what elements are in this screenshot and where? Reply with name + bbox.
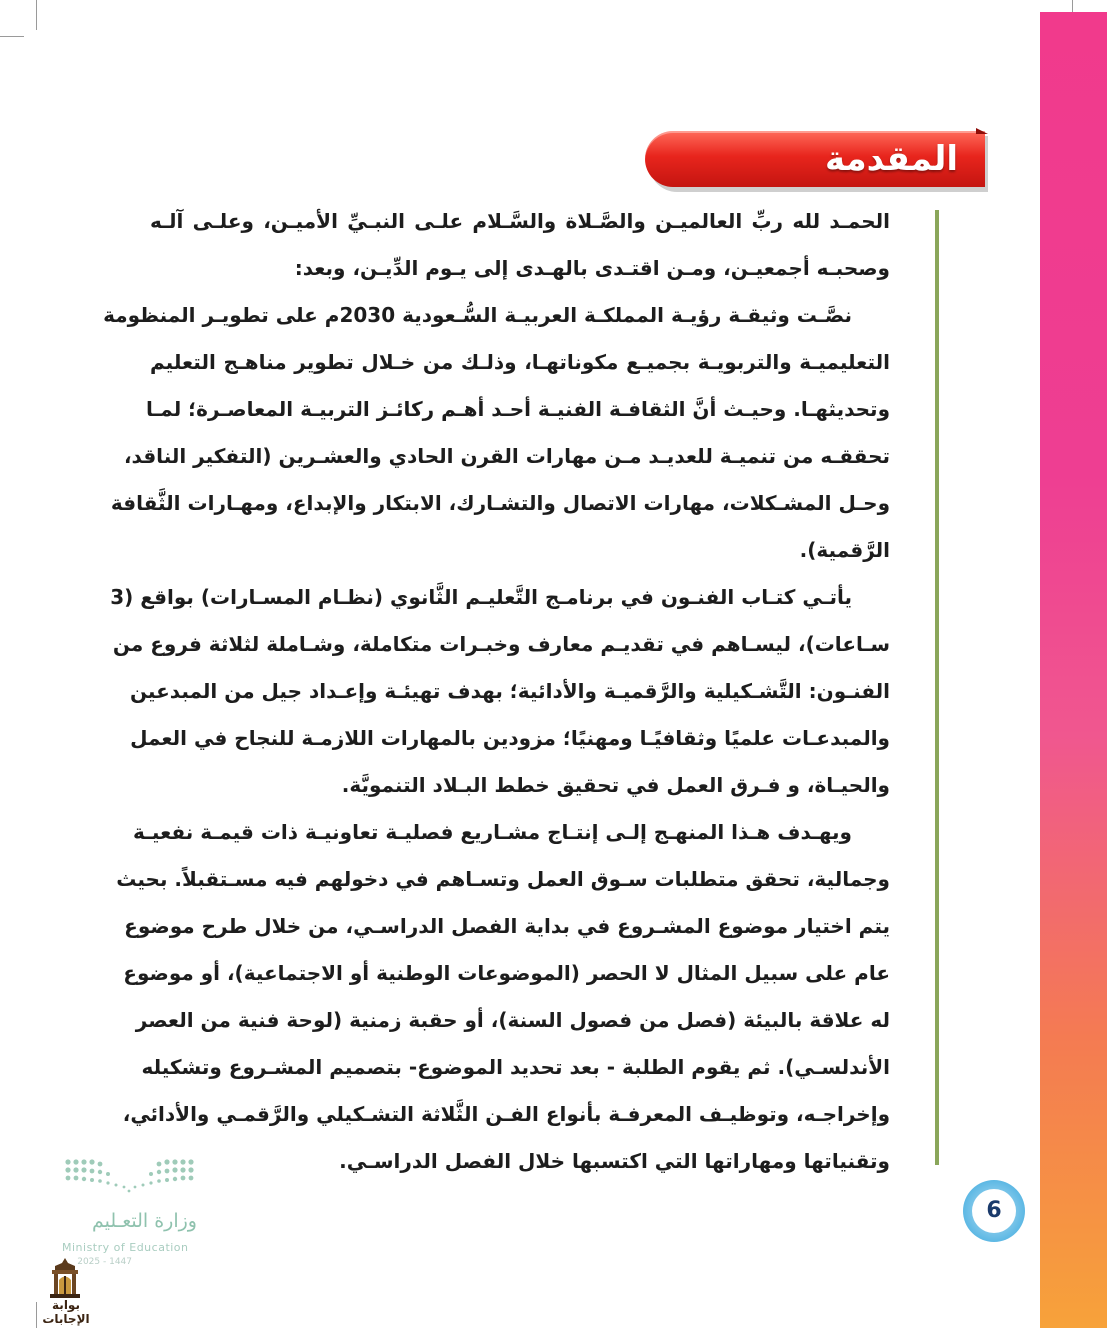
text-line: يتم اختيار موضوع المشـروع في بداية الفصل الدراسـي، من خلال طرح موضوع — [124, 914, 890, 938]
ribbon-fold — [976, 128, 988, 134]
text-line: الرَّقمية). — [799, 538, 890, 562]
crop-mark — [36, 0, 37, 30]
text-line: الأندلسـي). ثم يقوم الطلبة - بعد تحديد الموضوع- بتصميم المشـروع وتشكيله — [141, 1055, 890, 1079]
text-line: وحـل المشـكلات، مهارات الاتصال والتشـارك، الابتكار والإبداع، ومهـارات الثَّقافة — [110, 491, 890, 515]
side-color-strip — [1040, 12, 1107, 1328]
text-line: والحيـاة، و فـرق العمل في تحقيق خطط البـلاد التنمويَّة. — [341, 773, 890, 797]
text-line: عام على سبيل المثال لا الحصر (الموضوعات الوطنية أو الاجتماعية)، أو موضوع — [123, 961, 890, 985]
text-line: سـاعات)، ليسـاهم في تقديـم معارف وخبـرات متكاملة، وشـاملة لثلاثة فروع من — [112, 632, 890, 656]
text-line: الفنـون: التَّشـكيلية والرَّقميـة والأدائية؛ بهدف تهيئـة وإعـداد جيل من المبدعين — [129, 679, 890, 703]
text-line: والمبدعـات علميًا وثقافيًـا ومهنيًا؛ مزودين بالمهارات اللازمـة للنجاح في العمل — [130, 726, 890, 750]
text-line: ويهـدف هـذا المنهـج إلـى إنتـاج مشـاريع فصليـة تعاونيـة ذات قيمـة نفعيـة — [132, 820, 852, 844]
text-line: له علاقة بالبيئة (فصل من فصول السنة)، أو حقبة زمنية (لوحة فنية من العصر — [135, 1008, 890, 1032]
text-line: التعليميـة والتربويـة بجميـع مكوناتهـا، وذلـك من خـلال تطوير مناهـج التعليم — [150, 350, 890, 374]
crop-mark — [0, 36, 24, 37]
text-line: وإخراجـه، وتوظيـف المعرفـة بأنواع الفـن الثَّلاثة التشـكيلي والرَّقمـي والأدائي، — [122, 1102, 890, 1126]
watermark-text: بوابة الإجابات — [42, 1298, 90, 1326]
page-title: المقدمة — [825, 139, 958, 179]
page-number: 6 — [972, 1189, 1016, 1233]
text-line: يأتـي كتـاب الفنـون في برنامـج التَّعليـم الثَّانوي (نظـام المسـارات) بواقع (3 — [110, 585, 852, 609]
ministry-logo-icon — [62, 1156, 197, 1196]
text-line: نصَّـت وثيقـة رؤيـة المملكـة العربيـة السُّـعودية 2030م على تطويـر المنظومة — [103, 303, 852, 327]
text-line: تحققـه من تنميـة للعديـد مـن مهارات القرن الحادي والعشـرين (التفكير الناقد، — [123, 444, 890, 468]
watermark-logo-icon — [44, 1256, 86, 1300]
text-line: الحمـد لله ربِّ العالميـن والصَّـلاة والسَّـلام علـى النبـيِّ الأميـن، وعلـى آلـه — [150, 209, 890, 233]
title-ribbon — [645, 128, 988, 192]
text-line: وتحديثهـا. وحيـث أنَّ الثقافـة الفنيـة أحـد أهـم ركائـز التربيـة المعاصـرة؛ لمـا — [145, 397, 890, 421]
vertical-rule — [935, 210, 939, 1165]
ministry-name-arabic: وزارة التعـليم — [91, 1210, 197, 1232]
text-line: وصحبـه أجمعيـن، ومـن اقتـدى بالهـدى إلى يـوم الدِّيـن، وبعد: — [294, 256, 890, 280]
intro-text — [103, 198, 890, 1185]
text-line: وتقنياتها ومهاراتها التي اكتسبها خلال الفصل الدراسـي. — [339, 1149, 890, 1173]
ministry-year: 2025 - 1447 — [77, 1257, 132, 1267]
text-line: وجمالية، تحقق متطلبات سـوق العمل وتسـاهم في دخولهم فيه مسـتقبلاً. بحيث — [116, 867, 890, 891]
ministry-name-english: Ministry of Education — [62, 1241, 189, 1254]
page-number-badge — [963, 1180, 1025, 1242]
